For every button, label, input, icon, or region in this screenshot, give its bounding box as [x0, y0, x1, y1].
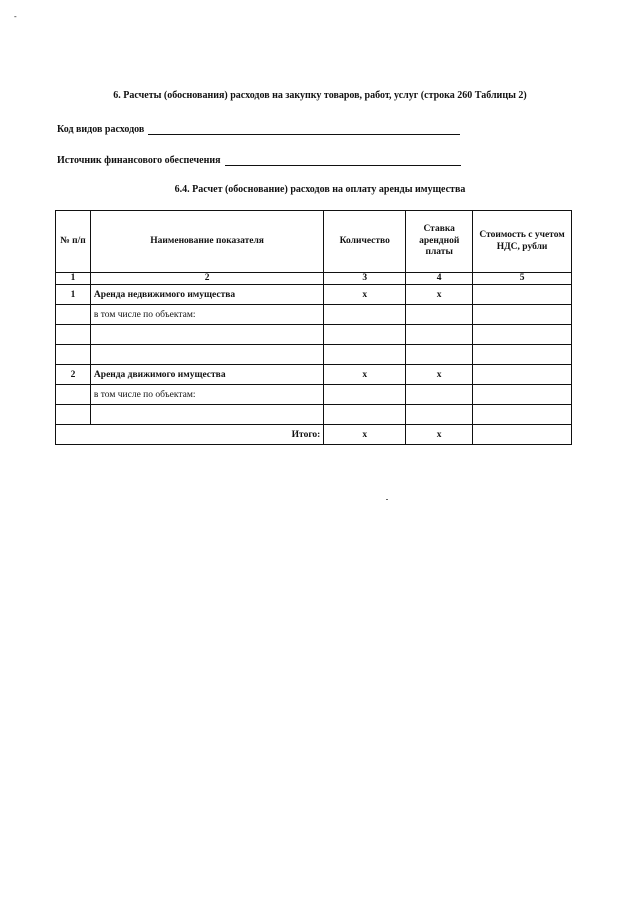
row-qty: x: [324, 285, 406, 305]
row-cost: [473, 385, 572, 405]
row-rate: [406, 305, 473, 325]
header-rate: Ставка арендной платы: [406, 211, 473, 273]
table-row: [56, 325, 572, 345]
rent-calculation-table: [55, 210, 572, 445]
funding-source-blank: [225, 155, 461, 166]
col-number: 5: [473, 273, 572, 285]
row-qty: [324, 305, 406, 325]
row-qty: [324, 385, 406, 405]
header-qty: Количество: [324, 211, 406, 273]
expense-code-blank: [148, 124, 460, 135]
total-label: Итого:: [56, 425, 324, 445]
header-cost: Стоимость с учетом НДС, рубли: [473, 211, 572, 273]
column-number-row: [56, 273, 572, 285]
funding-source-label: Источник финансового обеспечения: [57, 155, 221, 166]
funding-source-field: [57, 155, 461, 166]
table-row: [56, 285, 572, 305]
row-rate: x: [406, 365, 473, 385]
page-mark: -: [14, 12, 17, 21]
row-name: в том числе по объектам:: [90, 385, 323, 405]
row-num: 1: [56, 285, 91, 305]
expense-code-field: [57, 124, 460, 135]
table-header-row: [56, 211, 572, 273]
table-row: [56, 305, 572, 325]
col-number: 4: [406, 273, 473, 285]
section-heading: 6. Расчеты (обоснования) расходов на закупку товаров, работ, услуг (строка 260 Таблицы 2): [113, 90, 527, 101]
total-row: [56, 425, 572, 445]
row-rate: [406, 385, 473, 405]
row-name: Аренда движимого имущества: [90, 365, 323, 385]
row-num: 2: [56, 365, 91, 385]
col-number: 3: [324, 273, 406, 285]
header-name: Наименование показателя: [90, 211, 323, 273]
table-row: [56, 405, 572, 425]
table-subheading: 6.4. Расчет (обоснование) расходов на оплату аренды имущества: [174, 184, 466, 195]
total-rate: x: [406, 425, 473, 445]
scan-speck: [386, 499, 388, 500]
row-name: в том числе по объектам:: [90, 305, 323, 325]
col-number: 1: [56, 273, 91, 285]
row-num: [56, 305, 91, 325]
header-num: № п/п: [56, 211, 91, 273]
row-rate: x: [406, 285, 473, 305]
table-row: [56, 365, 572, 385]
col-number: 2: [90, 273, 323, 285]
row-num: [56, 385, 91, 405]
table-row: [56, 385, 572, 405]
row-name: Аренда недвижимого имущества: [90, 285, 323, 305]
row-cost: [473, 285, 572, 305]
total-cost: [473, 425, 572, 445]
row-qty: x: [324, 365, 406, 385]
expense-code-label: Код видов расходов: [57, 124, 145, 135]
total-qty: x: [324, 425, 406, 445]
table-row: [56, 345, 572, 365]
row-cost: [473, 365, 572, 385]
row-cost: [473, 305, 572, 325]
